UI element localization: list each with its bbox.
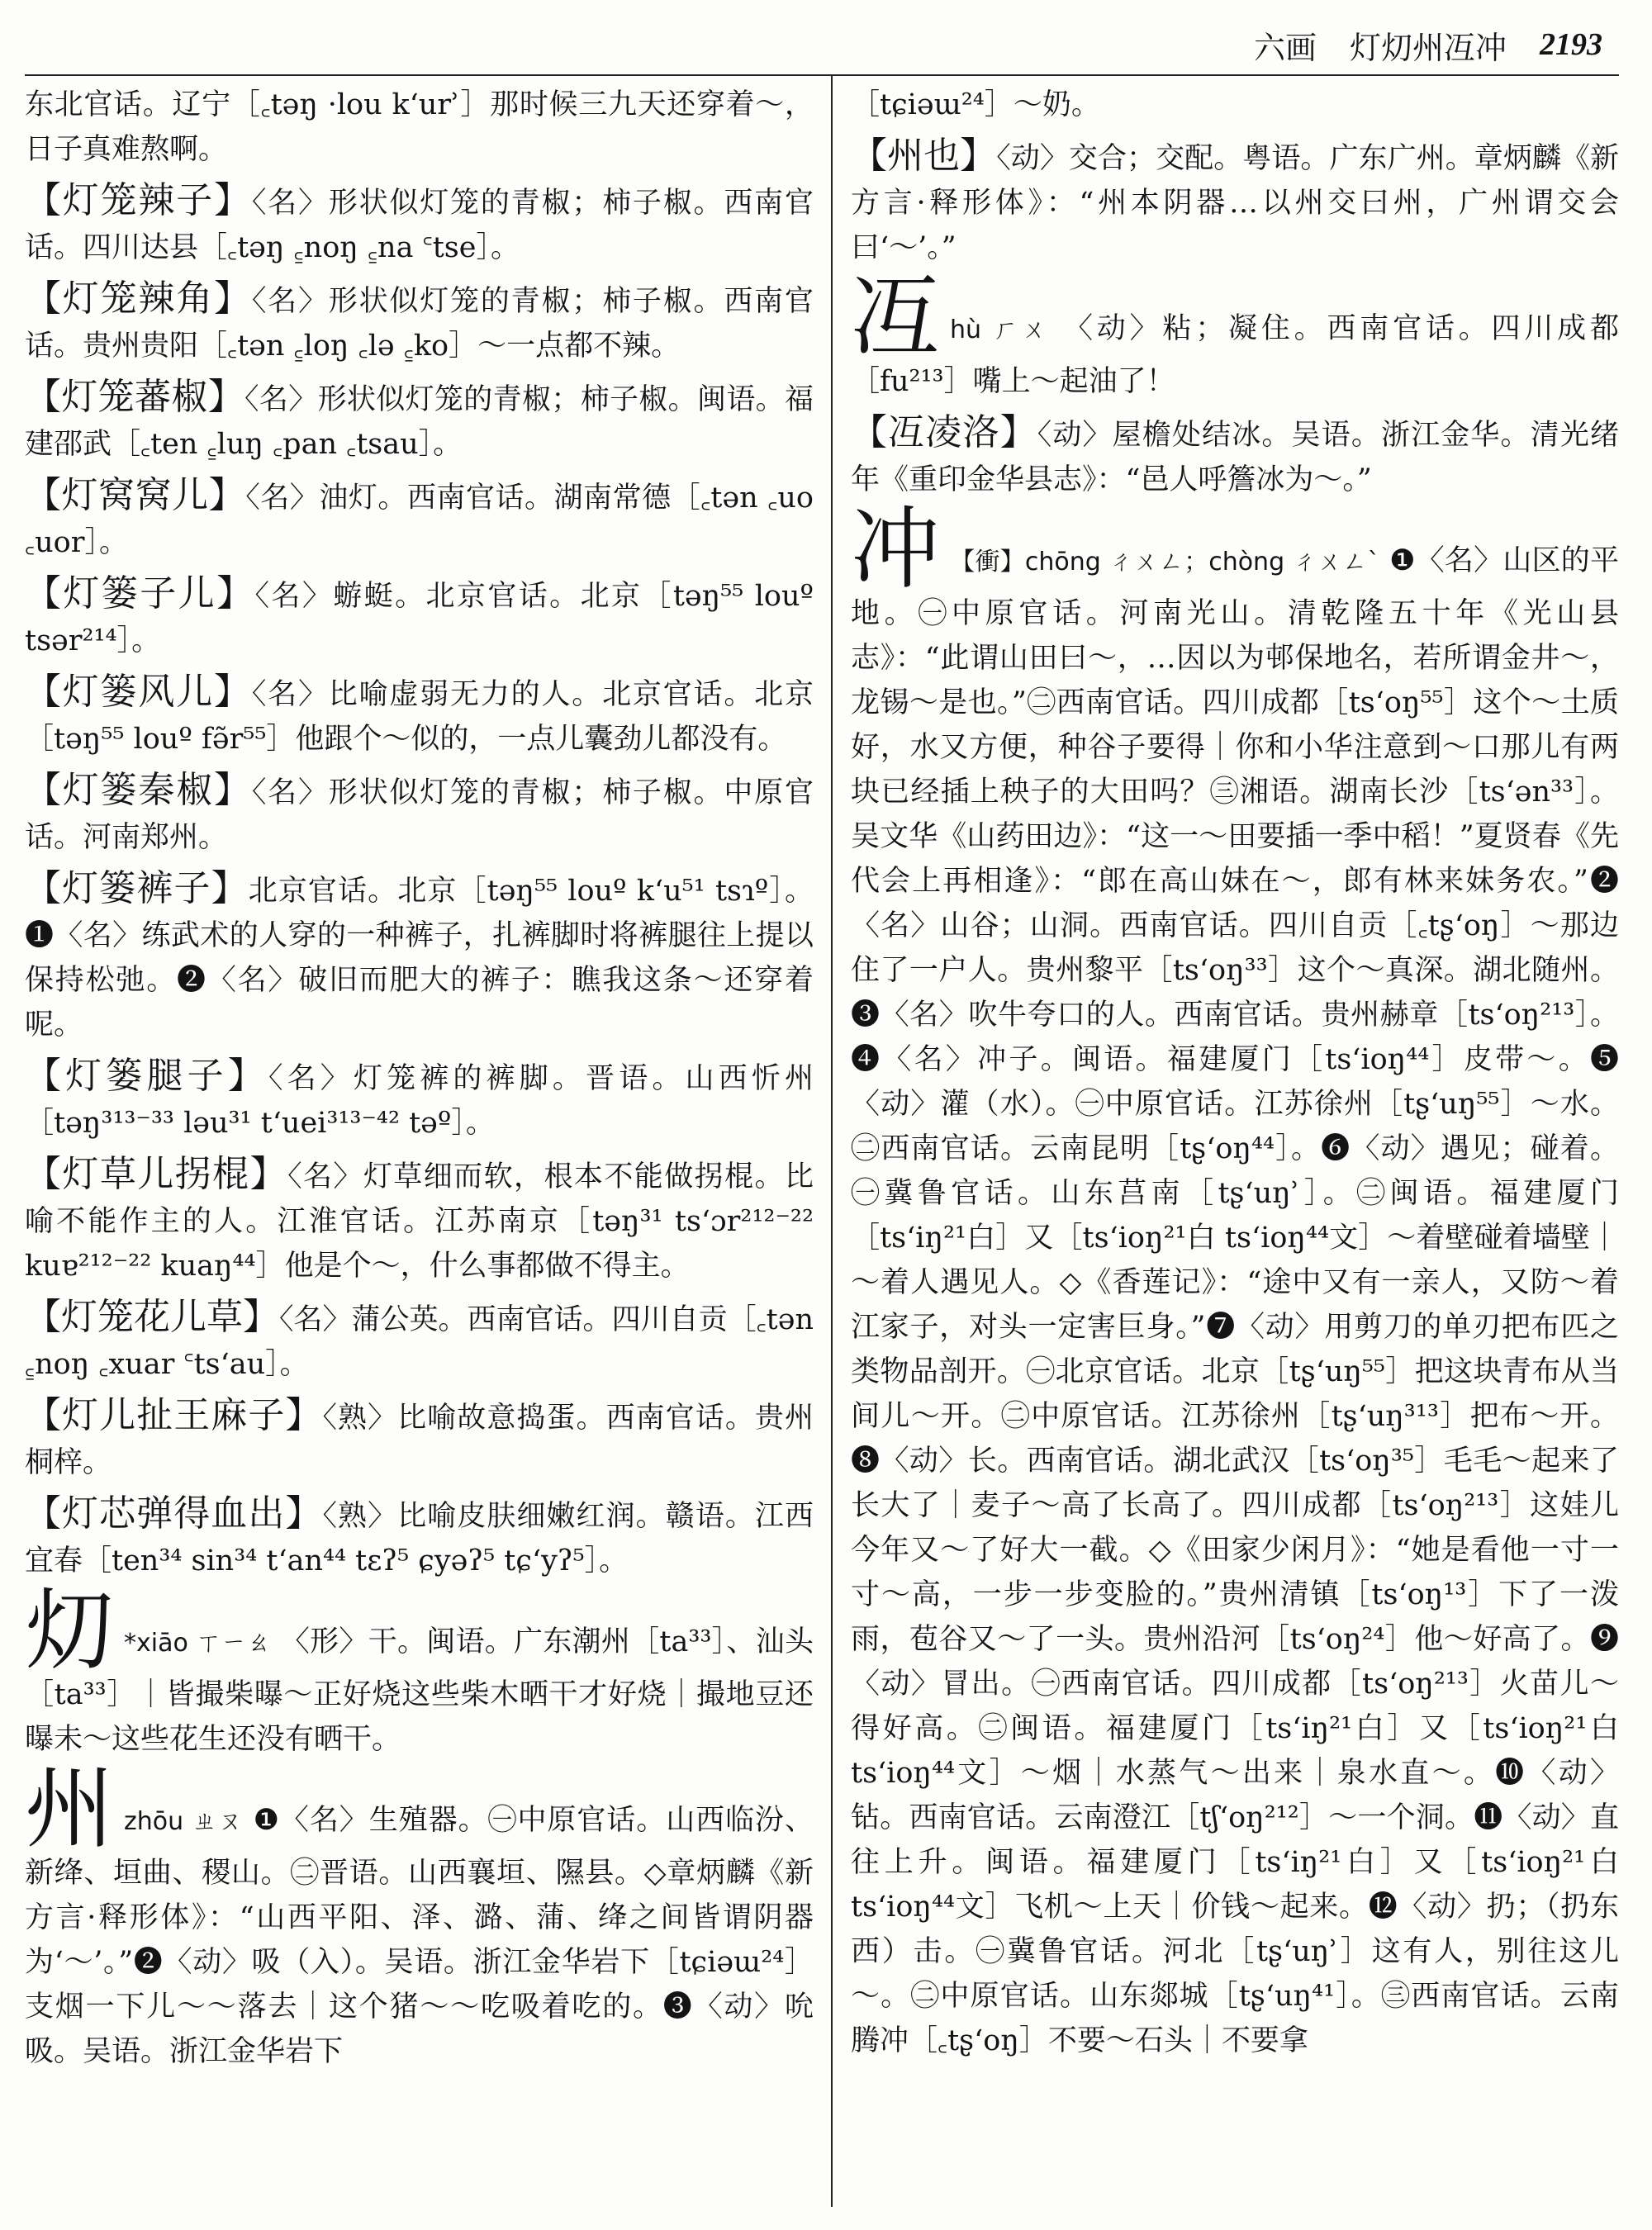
pronunciation: *xiāo ㄒㄧㄠ [124,1629,272,1658]
dictionary-entry [25,83,814,172]
dictionary-entry [851,498,1619,2063]
headword: 【灯篓风儿】 [25,671,252,713]
entry-text: 东北官话。辽宁［꜀təŋ ·lou kʻurʾ］那时候三九天还穿着～，日子真难熬啊。 [25,88,814,166]
dictionary-entry [25,1758,814,2074]
entry-text: 〈形〉干。闽语。广东潮州［ta³³］、汕头［ta³³］｜皆撮柴曝～正好烧这些柴木晒干才好烧｜撮地豆还曝未～这些花生还没有晒干。 [25,1625,814,1756]
header-rule [25,74,1619,76]
dictionary-entry [25,670,814,762]
dictionary-entry [25,866,814,1047]
headword: 【灯笼花儿草】 [25,1296,280,1338]
head-character: 冲 [851,498,941,601]
entry-text: 〈动〉屋檐处结冰。吴语。浙江金华。清光绪年《重印金华县志》：“邑人呼簷冰为～。” [851,419,1619,496]
entry-text: ❶〈名〉山区的平地。㊀中原官话。河南光山。清乾隆五十年《光山县志》：“此谓山田曰～，…因以为邨保地名，若所谓金井～，龙锡～是也。”㊁西南官话。四川成都［tsʻoŋ⁵⁵］这个～土质好，水又方便，种谷子要得｜你和小华注意到～口那儿有两块已经插上秧子的大田吗？㊂湘语。湖南长沙［tsʻən³³］。吴文华《山药田边》：“这一～田要插一季中稻！”夏贤春《先代会上再相逢》：“郎在高山妹在～，郎有林来妹务农。”❷〈名〉山谷；山洞。西南官话。四川自贡［꜀tʂʻoŋ］～那边住了一户人。贵州黎平［tsʻoŋ³³］这个～真深。湖北随州。❸〈名〉吹牛夸口的人。西南官话。贵州赫章［tsʻoŋ²¹³］。❹〈名〉冲子。闽语。福建厦门［tsʻioŋ⁴⁴］皮带～。❺〈动〉灌（水）。㊀中原官话。江苏徐州［tʂʻuŋ⁵⁵］～水。㊁西南官话。云南昆明［tʂʻoŋ⁴⁴］。❻〈动〉遇见；碰着。㊀冀鲁官话。山东莒南［tʂʻuŋʾ］。㊁闽语。福建厦门［tsʻiŋ²¹白］又［tsʻioŋ²¹白 tsʻioŋ⁴⁴文］～着壁碰着墙壁｜～着人遇见人。◇《香莲记》：“途中又有一亲人，又防～着江家子，对头一定害巨身。”❼〈动〉用剪刀的单刃把布匹之类物品剖开。㊀北京官话。北京［tʂʻuŋ⁵⁵］把这块青布从当间儿～开。㊁中原官话。江苏徐州［tʂʻuŋ³¹³］把布～开。❽〈动〉长。西南官话。湖北武汉［tsʻoŋ³⁵］毛毛～起来了长大了｜麦子～高了长高了。四川成都［tsʻoŋ²¹³］这娃儿今年又～了好大一截。◇《田家少闲月》：“她是看他一寸一寸～高，一步一步变脸的。”贵州清镇［tsʻoŋ¹³］下了一泼雨，苞谷又～了一头。贵州沿河［tsʻoŋ²⁴］他～好高了。❾〈动〉冒出。㊀西南官话。四川成都［tsʻoŋ²¹³］火苗儿～得好高。㊁闽语。福建厦门［tsʻiŋ²¹白］又［tsʻioŋ²¹白 tsʻioŋ⁴⁴文］～烟｜水蒸气～出来｜泉水直～。❿〈动〉钻。西南官话。云南澄江［tʃʻoŋ²¹²］～一个洞。⓫〈动〉直往上升。闽语。福建厦门［tsʻiŋ²¹白］又［tsʻioŋ²¹白 tsʻioŋ⁴⁴文］飞机～上天｜价钱～起来。⓬〈动〉扔；（扔东西）击。㊀冀鲁官话。河北［tʂʻuŋʾ］这有人，别往这儿～。㊁中原官话。山东郯城［tʂʻuŋ⁴¹］。㊂西南官话。云南腾冲［꜀tʂʻoŋ］不要～石头｜不要拿 [851,544,1619,2057]
headword: 【灯笼辣角】 [25,278,252,320]
dictionary-entry [25,473,814,565]
entry-text: 〈动〉交合；交配。粤语。广东广州。章炳麟《新方言·释形体》：“州本阴器…以州交曰州，广州谓交会曰‘～’。” [851,142,1619,264]
headword: 【灯笼蕃椒】 [25,376,245,418]
headword: 【灯草儿拐棍】 [25,1153,288,1195]
dictionary-entry [25,178,814,270]
header-chars: 灯灱州冱冲 [1349,29,1507,66]
headword: 【灯篓秦椒】 [25,769,252,811]
dictionary-entry [25,1393,814,1485]
head-character: 冱 [851,266,941,369]
entry-text: 〈名〉形状似灯笼的青椒；柿子椒。闽语。福建邵武［꜀ten ꜁luŋ ꜀pan ꜀tsau］。 [25,383,814,461]
entry-text: 〈名〉形状似灯笼的青椒；柿子椒。西南官话。四川达县［꜀təŋ ꜁noŋ ꜁na ꜂tse］。 [25,187,814,264]
page-number: 2193 [1540,27,1602,62]
entry-text: 〈名〉灯草细而软，根本不能做拐棍。比喻不能作主的人。江淮官话。江苏南京［təŋ³¹ tsʻɔr²¹²⁻²² kuɐ²¹²⁻²² kuaŋ⁴⁴］他是个～，什么事都做不得主。 [25,1160,814,1283]
entry-text: 〈熟〉比喻皮肤细嫩红润。赣语。江西宜春［ten³⁴ sin³⁴ tʻan⁴⁴ tɛʔ⁵ ɕyəʔ⁵ tɕʻyʔ⁵］。 [25,1500,814,1578]
headword: 【灯篓腿子】 [25,1055,268,1097]
dictionary-entry [851,83,1619,127]
headword: 【灯篓裤子】 [25,867,249,909]
section-label: 六画 [1253,29,1317,66]
left-column [25,83,814,2213]
column-divider [831,76,833,2207]
dictionary-entry [25,277,814,368]
headword: 【冱凌洛】 [851,411,1037,453]
entry-text: 〈名〉形状似灯笼的青椒；柿子椒。西南官话。贵州贵阳［꜀tən ꜁loŋ ꜀lə ꜁ko］～一点都不辣。 [25,285,814,363]
pronunciation: hù ㄏㄨ [950,316,1051,344]
headword: 【灯窝窝儿】 [25,474,246,516]
entry-text: 〈名〉蒲公英。西南官话。四川自贡［꜀tən ꜁noŋ ꜀xuar ꜂tsʻau］。 [25,1303,814,1381]
entry-text: ［tɕiəɯ²⁴］～奶。 [851,88,1100,121]
headword: 【灯笼辣子】 [25,179,252,221]
dictionary-entry [851,266,1619,404]
dictionary-entry [25,1054,814,1146]
pronunciation: 【衝】chōng ㄔㄨㄥ；chòng ㄔㄨㄥˋ [950,548,1380,576]
dictionary-entry [851,410,1619,502]
head-character: 州 [25,1758,115,1861]
entry-text: 〈名〉灯笼裤的裤脚。晋语。山西忻州［təŋ³¹³⁻³³ ləu³¹ tʻuei³¹³⁻⁴² təº］。 [25,1062,814,1140]
dictionary-entry [25,1295,814,1387]
dictionary-entry [25,768,814,860]
right-column [851,83,1619,2213]
dictionary-entry [851,134,1619,270]
headword: 【灯篓子儿】 [25,572,255,614]
dictionary-entry [25,1152,814,1288]
head-character: 灱 [25,1579,115,1682]
page-header [1156,20,1602,69]
dictionary-entry [25,1492,814,1583]
headword: 【州也】 [851,135,997,177]
headword: 【灯儿扯王麻子】 [25,1394,323,1436]
entry-text: 〈熟〉比喻故意捣蛋。西南官话。贵州桐梓。 [25,1402,814,1479]
dictionary-entry [25,572,814,663]
entry-text: ❶〈名〉生殖器。㊀中原官话。山西临汾、新绛、垣曲、稷山。㊁晋语。山西襄垣、隰县。◇章炳麟《新方言·释形体》：“山西平阳、泽、潞、蒲、绛之间皆谓阴器为‘～’。”❷〈动〉吸（入）。吴语。浙江金华岩下［tɕiəɯ²⁴］支烟一下儿～～落去｜这个猪～～吃吸着吃的。❸〈动〉吮吸。吴语。浙江金华岩下 [25,1804,814,2068]
entry-text: 〈名〉比喻虚弱无力的人。北京官话。北京［təŋ⁵⁵ louº fə̃r⁵⁵］他跟个～似的，一点儿囊劲儿都没有。 [25,678,814,756]
entry-text: 〈名〉蝣蜓。北京官话。北京［təŋ⁵⁵ louº tsər²¹⁴］。 [25,580,814,657]
entry-text: 〈动〉粘；凝住。西南官话。四川成都［fu²¹³］嘴上～起油了！ [851,312,1619,398]
entry-text: 〈名〉油灯。西南官话。湖南常德［꜀tən ꜀uo ꜀uor］。 [25,482,814,559]
entry-text: 北京官话。北京［təŋ⁵⁵ louº kʻu⁵¹ tsɿº］。❶〈名〉练武术的人穿的一种裤子，扎裤脚时将裤腿往上提以保持松弛。❷〈名〉破旧而肥大的裤子：瞧我这条～还穿着呢。 [25,875,814,1041]
headword: 【灯芯弹得血出】 [25,1492,323,1535]
entry-text: 〈名〉形状似灯笼的青椒；柿子椒。中原官话。河南郑州。 [25,776,814,854]
dictionary-entry [25,1579,814,1762]
pronunciation: zhōu ㄓㄡ [124,1807,244,1836]
dictionary-entry [25,375,814,467]
